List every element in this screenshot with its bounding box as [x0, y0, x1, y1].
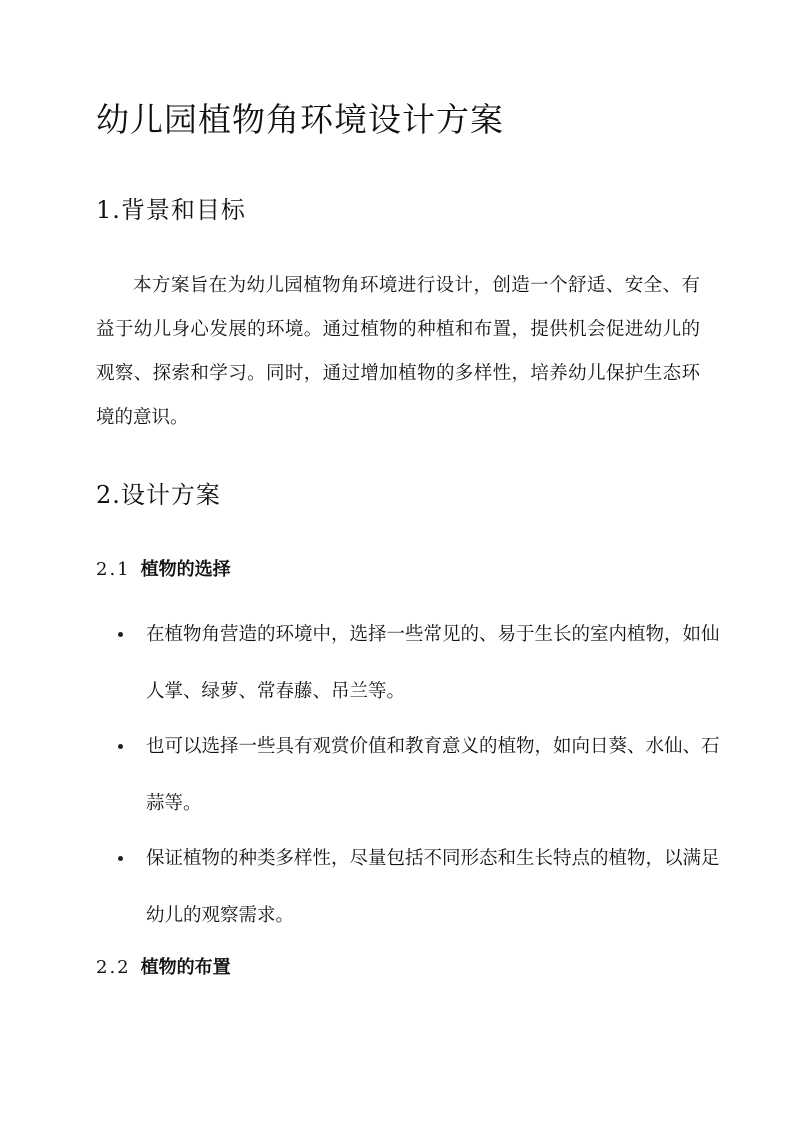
subsection-heading-plant-layout — [96, 954, 231, 982]
list-item-text: 也可以选择一些具有观赏价值和教育意义的植物，如向日葵、水仙、石蒜等。 — [146, 736, 720, 814]
subsection-heading-plant-selection — [96, 556, 231, 584]
bullet-icon — [118, 632, 123, 637]
list-item — [112, 606, 726, 720]
subsection-number: 2.1 — [96, 559, 131, 580]
background-paragraph: 本方案旨在为幼儿园植物角环境进行设计，创造一个舒适、安全、有益于幼儿身心发展的环境。通过植物的种植和布置，提供机会促进幼儿的观察、探索和学习。同时，通过增加植物的多样性，培养幼儿保护生态环境的意识。 — [96, 275, 700, 428]
list-item-text: 在植物角营造的环境中，选择一些常见的、易于生长的室内植物，如仙人掌、绿萝、常春藤、吊兰等。 — [146, 624, 720, 702]
list-item — [112, 830, 726, 944]
bullet-icon — [118, 856, 123, 861]
list-item — [112, 718, 726, 832]
list-item-text: 保证植物的种类多样性，尽量包括不同形态和生长特点的植物，以满足幼儿的观察需求。 — [146, 848, 720, 926]
bullet-icon — [118, 744, 123, 749]
subsection-number: 2.2 — [96, 957, 131, 978]
subsection-title: 植物的选择 — [140, 559, 231, 580]
subsection-title: 植物的布置 — [140, 957, 231, 978]
section-heading-design: 2.设计方案 — [96, 481, 221, 509]
document-title: 幼儿园植物角环境设计方案 — [96, 100, 504, 139]
section-heading-background: 1.背景和目标 — [96, 196, 246, 224]
